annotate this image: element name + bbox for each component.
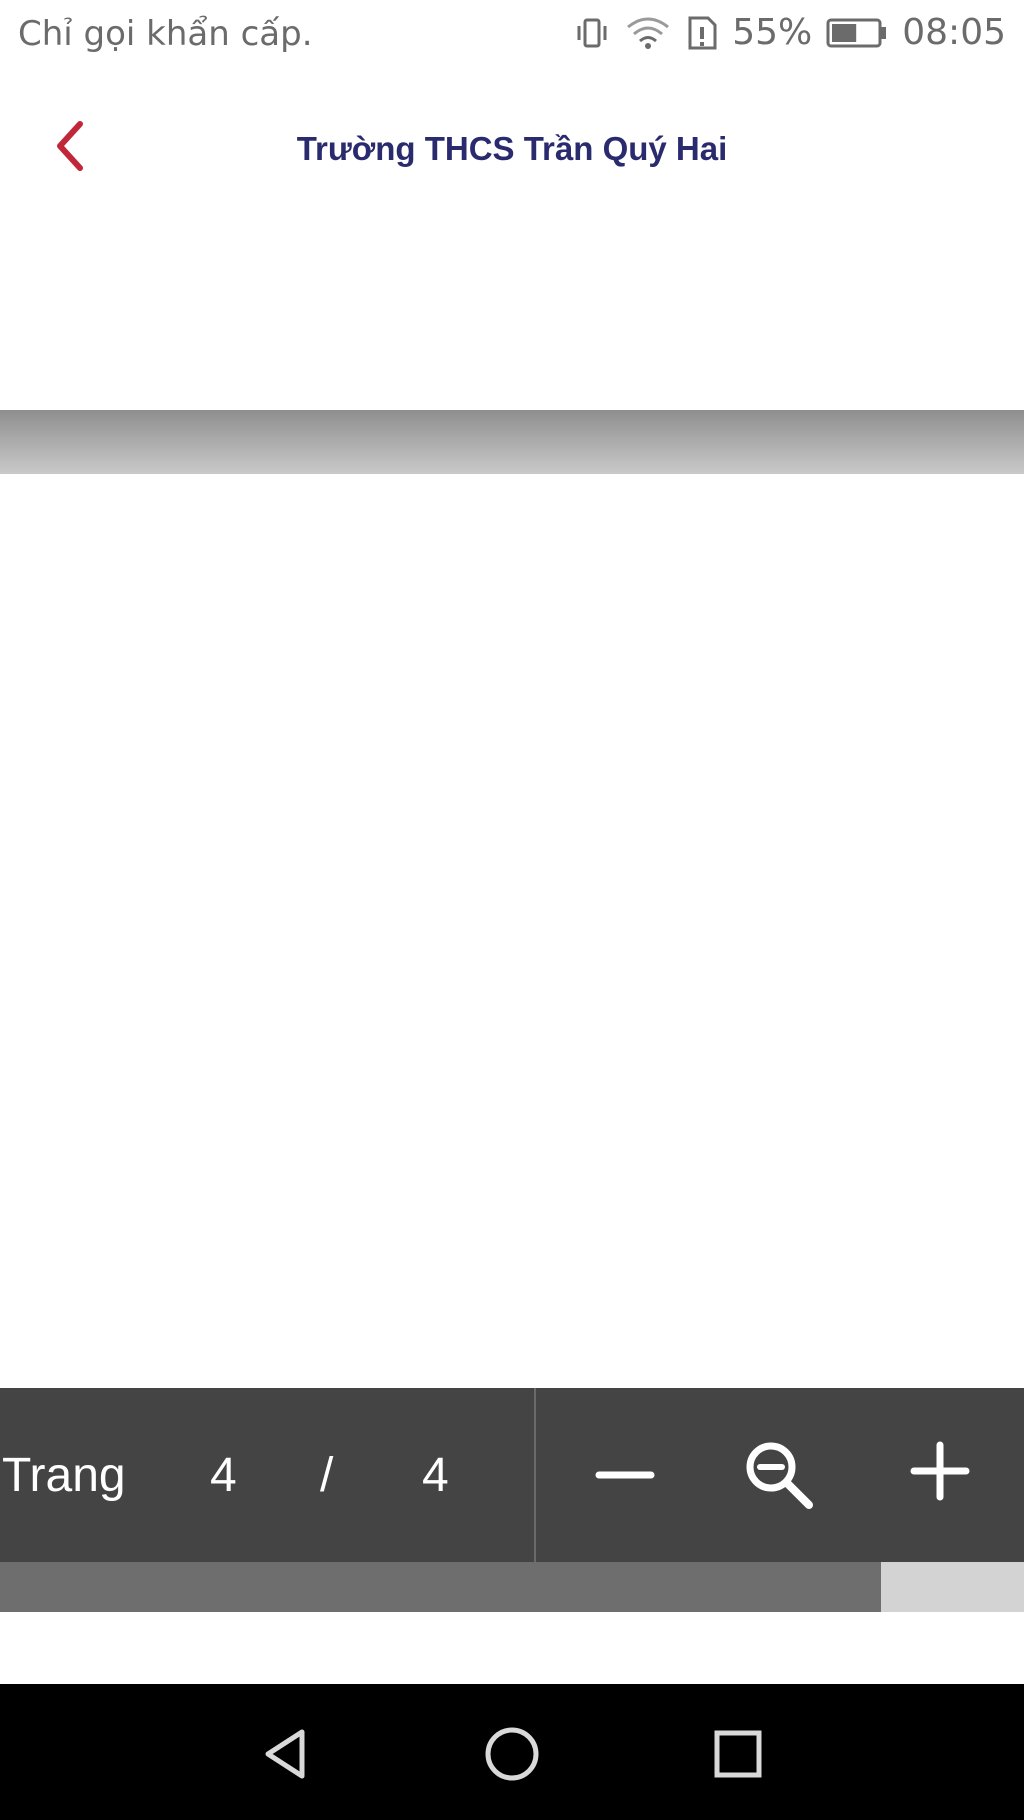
system-nav-bar: [0, 1684, 1024, 1820]
total-page-count: 4: [422, 1449, 449, 1502]
zoom-out-button[interactable]: [590, 1440, 660, 1510]
vibrate-icon: [574, 15, 610, 51]
minus-icon: [595, 1445, 655, 1505]
wifi-icon: [624, 15, 672, 51]
page-title: Trường THCS Trần Quý Hai: [296, 130, 728, 167]
app-header: [0, 72, 1024, 228]
status-icons: [574, 12, 1006, 53]
toolbar-divider: [534, 1388, 536, 1562]
battery-icon: [826, 16, 888, 50]
page-label: Trang: [2, 1449, 126, 1502]
sim-alert-icon: [686, 15, 718, 51]
status-time: 08:05: [902, 12, 1006, 53]
square-recents-icon: [708, 1724, 768, 1784]
circle-home-icon: [482, 1724, 542, 1784]
nav-recents-button[interactable]: [708, 1724, 768, 1784]
nav-home-button[interactable]: [482, 1724, 542, 1784]
zoom-reset-button[interactable]: [740, 1436, 818, 1514]
battery-percent: 55%: [732, 12, 813, 53]
triangle-back-icon: [256, 1724, 316, 1784]
page-separator-slash: /: [320, 1449, 334, 1502]
page-separator: [0, 410, 1024, 474]
magnifier-minus-icon: [741, 1437, 817, 1513]
page-progress-bar[interactable]: [0, 1562, 1024, 1612]
page-toolbar: [0, 1388, 1024, 1562]
page-progress-fill: [0, 1562, 881, 1612]
status-bar: [0, 0, 1024, 72]
current-page-number[interactable]: 4: [210, 1449, 237, 1502]
nav-back-button[interactable]: [256, 1724, 316, 1784]
carrier-text: Chỉ gọi khẩn cấp.: [18, 14, 313, 54]
zoom-in-button[interactable]: [905, 1436, 975, 1506]
plus-icon: [910, 1441, 970, 1501]
